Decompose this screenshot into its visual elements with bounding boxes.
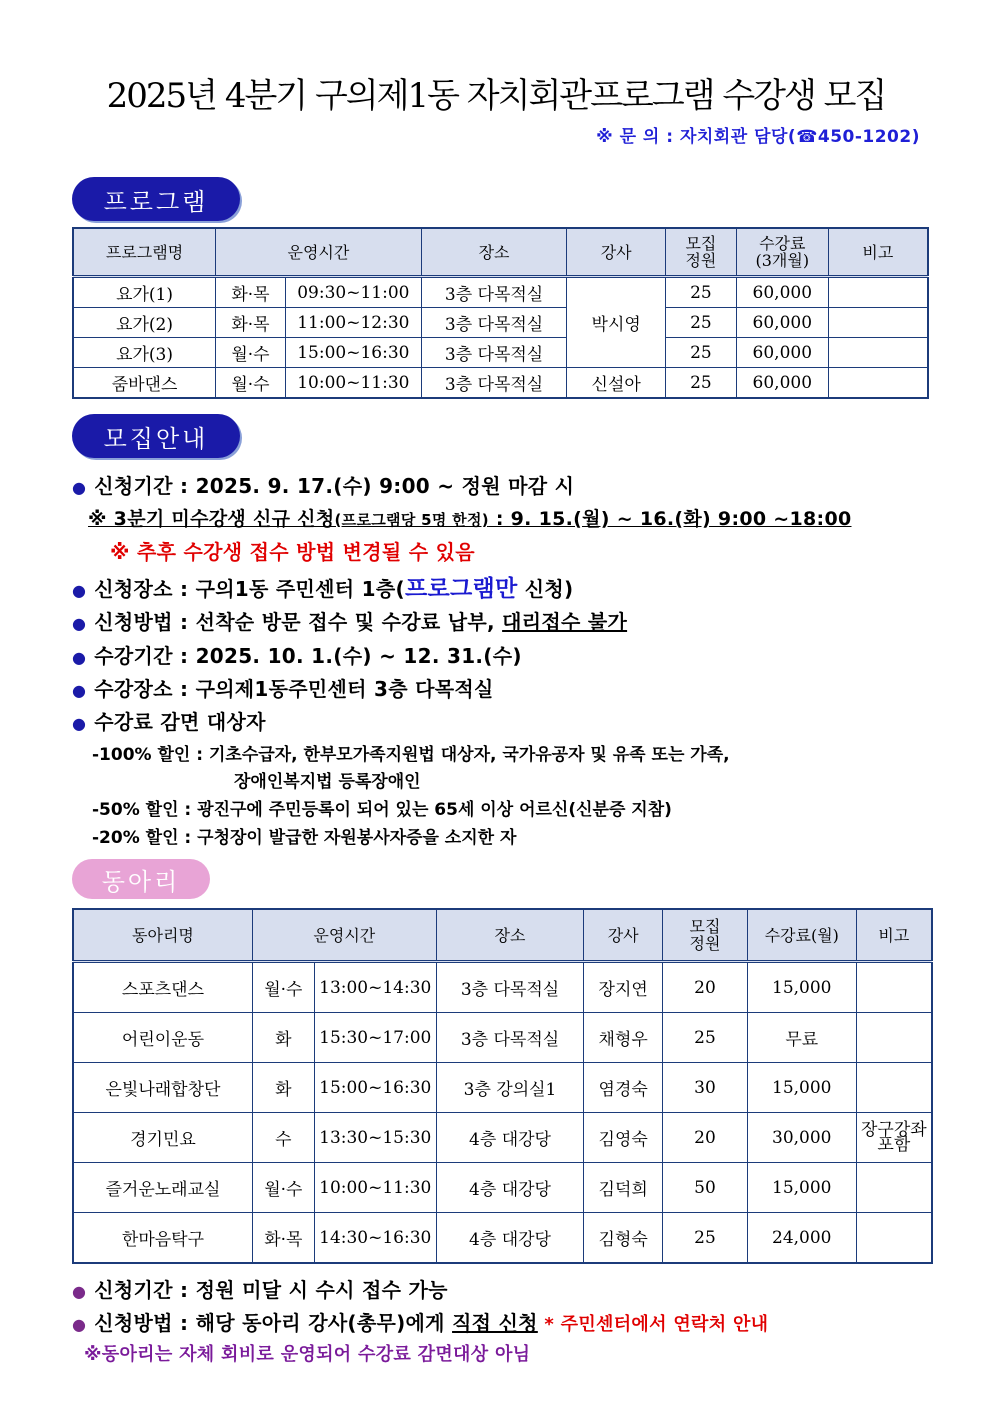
recruit-discount-title: ● 수강료 감면 대상자: [72, 710, 266, 734]
program-table: [72, 227, 929, 399]
table-row: [73, 1063, 932, 1113]
program-days: 화·목: [216, 277, 286, 308]
section-recruit-pill: 모집안내: [72, 414, 240, 458]
club-name: 한마음탁구: [73, 1213, 252, 1264]
program-note: [828, 277, 928, 308]
table-row: [73, 338, 928, 368]
club-time: 10:00~11:30: [314, 1163, 436, 1213]
program-capacity: 25: [666, 368, 737, 399]
program-name: 요가(2): [73, 308, 216, 338]
header-instructor: 강사: [567, 228, 666, 277]
header-capacity: 모집 정원: [666, 228, 737, 277]
club-instructor: 김덕희: [584, 1163, 663, 1213]
club-fee: 15,000: [747, 1063, 856, 1113]
club-fee: 15,000: [747, 962, 856, 1013]
program-note: [828, 308, 928, 338]
club-fee: 무료: [747, 1013, 856, 1063]
club-capacity: 20: [663, 962, 748, 1013]
table-row: [73, 1113, 932, 1163]
club-method: ● 신청방법 : 해당 동아리 강사(총무)에게 직접 신청 * 주민센터에서 연락처 안내: [72, 1311, 769, 1335]
table-row: [73, 368, 928, 399]
club-fee: 30,000: [747, 1113, 856, 1163]
club-place: 4층 대강당: [436, 1213, 584, 1264]
program-name: 요가(3): [73, 338, 216, 368]
program-name: 줌바댄스: [73, 368, 216, 399]
program-capacity: 25: [666, 277, 737, 308]
program-place: 3층 다목적실: [421, 277, 567, 308]
club-name: 즐거운노래교실: [73, 1163, 252, 1213]
club-days: 월·수: [252, 962, 314, 1013]
bullet-icon: ●: [72, 1282, 87, 1301]
bullet-icon: ●: [72, 614, 87, 633]
club-capacity: 20: [663, 1113, 748, 1163]
program-days: 월·수: [216, 338, 286, 368]
club-instructor: 김형숙: [584, 1213, 663, 1264]
club-note: ※동아리는 자체 회비로 운영되어 수강료 감면대상 아님: [84, 1344, 531, 1365]
header-capacity: 모집 정원: [663, 909, 748, 962]
club-place: 3층 다목적실: [436, 962, 584, 1013]
club-capacity: 50: [663, 1163, 748, 1213]
section-club-pill: 동아리: [72, 859, 210, 899]
club-table-header: [73, 909, 932, 962]
program-place: 3층 다목적실: [421, 368, 567, 399]
club-note: [856, 1213, 932, 1264]
club-days: 화: [252, 1013, 314, 1063]
header-fee: 수강료 (3개월): [736, 228, 828, 277]
club-time: 13:30~15:30: [314, 1113, 436, 1163]
club-capacity: 30: [663, 1063, 748, 1113]
header-fee: 수강료(월): [747, 909, 856, 962]
bullet-icon: ●: [72, 581, 87, 600]
club-days: 화·목: [252, 1213, 314, 1264]
discount-100: -100% 할인 : 기초수급자, 한부모가족지원법 대상자, 국가유공자 및 유족 또는 가족,: [92, 745, 730, 765]
program-table-header: [73, 228, 928, 277]
bullet-icon: ●: [72, 478, 87, 497]
club-note: [856, 1163, 932, 1213]
club-instructor: 장지연: [584, 962, 663, 1013]
program-time: 15:00~16:30: [285, 338, 421, 368]
header-instructor: 강사: [584, 909, 663, 962]
table-row: [73, 962, 932, 1013]
club-fee: 15,000: [747, 1163, 856, 1213]
program-days: 화·목: [216, 308, 286, 338]
program-time: 09:30~11:00: [285, 277, 421, 308]
table-row: [73, 1213, 932, 1264]
club-note: [856, 1063, 932, 1113]
bullet-icon: ●: [72, 648, 87, 667]
program-place: 3층 다목적실: [421, 338, 567, 368]
header-place: 장소: [421, 228, 567, 277]
table-row: [73, 277, 928, 308]
header-place: 장소: [436, 909, 584, 962]
table-row: [73, 308, 928, 338]
section-program-pill: 프로그램: [72, 177, 240, 221]
recruit-place: ● 신청장소 : 구의1동 주민센터 1층(프로그램만 신청): [72, 576, 574, 602]
club-fee: 24,000: [747, 1213, 856, 1264]
program-time: 11:00~12:30: [285, 308, 421, 338]
program-note: [828, 368, 928, 399]
program-fee: 60,000: [736, 368, 828, 399]
table-row: [73, 1013, 932, 1063]
club-time: 15:30~17:00: [314, 1013, 436, 1063]
club-name: 스포츠댄스: [73, 962, 252, 1013]
discount-100-cont: 장애인복지법 등록장애인: [234, 772, 421, 792]
discount-50: -50% 할인 : 광진구에 주민등록이 되어 있는 65세 이상 어르신(신분증 지참): [92, 800, 672, 820]
club-note: 장구강좌 포함: [856, 1113, 932, 1163]
header-note: 비고: [856, 909, 932, 962]
bullet-icon: ●: [72, 714, 87, 733]
program-days: 월·수: [216, 368, 286, 399]
club-place: 4층 대강당: [436, 1163, 584, 1213]
recruit-q3-notice: ※ 3분기 미수강생 신규 신청(프로그램당 5명 한정) : 9. 15.(월) ~ 16.(화) 9:00 ~18:00: [88, 508, 852, 530]
recruit-method: ● 신청방법 : 선착순 방문 접수 및 수강료 납부, 대리접수 불가: [72, 610, 628, 634]
club-place: 3층 다목적실: [436, 1013, 584, 1063]
club-name: 경기민요: [73, 1113, 252, 1163]
recruit-course-place: ● 수강장소 : 구의제1동주민센터 3층 다목적실: [72, 677, 494, 701]
table-row: [73, 1163, 932, 1213]
program-fee: 60,000: [736, 308, 828, 338]
club-capacity: 25: [663, 1013, 748, 1063]
club-table: [72, 908, 933, 1264]
club-instructor: 김영숙: [584, 1113, 663, 1163]
program-fee: 60,000: [736, 277, 828, 308]
program-capacity: 25: [666, 338, 737, 368]
inquiry-contact: ※ 문 의 : 자치회관 담당(☎450-1202): [596, 127, 920, 147]
program-fee: 60,000: [736, 338, 828, 368]
bullet-icon: ●: [72, 1315, 87, 1334]
club-days: 수: [252, 1113, 314, 1163]
discount-20: -20% 할인 : 구청장이 발급한 자원봉사자증을 소지한 자: [92, 828, 517, 848]
club-capacity: 25: [663, 1213, 748, 1264]
club-instructor: 채형우: [584, 1013, 663, 1063]
page-title: 2025년 4분기 구의제1동 자치회관프로그램 수강생 모집: [106, 76, 886, 116]
recruit-course-period: ● 수강기간 : 2025. 10. 1.(수) ~ 12. 31.(수): [72, 644, 522, 668]
club-time: 13:00~14:30: [314, 962, 436, 1013]
club-note: [856, 1013, 932, 1063]
club-time: 15:00~16:30: [314, 1063, 436, 1113]
program-name: 요가(1): [73, 277, 216, 308]
recruit-period: ● 신청기간 : 2025. 9. 17.(수) 9:00 ~ 정원 마감 시: [72, 474, 575, 498]
program-note: [828, 338, 928, 368]
bullet-icon: ●: [72, 681, 87, 700]
club-place: 3층 강의실1: [436, 1063, 584, 1113]
recruit-change-notice: ※ 추후 수강생 접수 방법 변경될 수 있음: [110, 540, 475, 564]
club-instructor: 염경숙: [584, 1063, 663, 1113]
header-program-name: 프로그램명: [73, 228, 216, 277]
club-time: 14:30~16:30: [314, 1213, 436, 1264]
club-note: [856, 962, 932, 1013]
club-period: ● 신청기간 : 정원 미달 시 수시 접수 가능: [72, 1278, 448, 1302]
club-days: 화: [252, 1063, 314, 1113]
club-name: 은빛나래합창단: [73, 1063, 252, 1113]
program-time: 10:00~11:30: [285, 368, 421, 399]
header-time: 운영시간: [252, 909, 436, 962]
header-note: 비고: [828, 228, 928, 277]
program-instructor-yoga: 박시영: [567, 277, 666, 368]
club-name: 어린이운동: [73, 1013, 252, 1063]
club-place: 4층 대강당: [436, 1113, 584, 1163]
program-capacity: 25: [666, 308, 737, 338]
header-time: 운영시간: [216, 228, 422, 277]
header-club-name: 동아리명: [73, 909, 252, 962]
program-place: 3층 다목적실: [421, 308, 567, 338]
club-days: 월·수: [252, 1163, 314, 1213]
program-instructor: 신설아: [567, 368, 666, 399]
